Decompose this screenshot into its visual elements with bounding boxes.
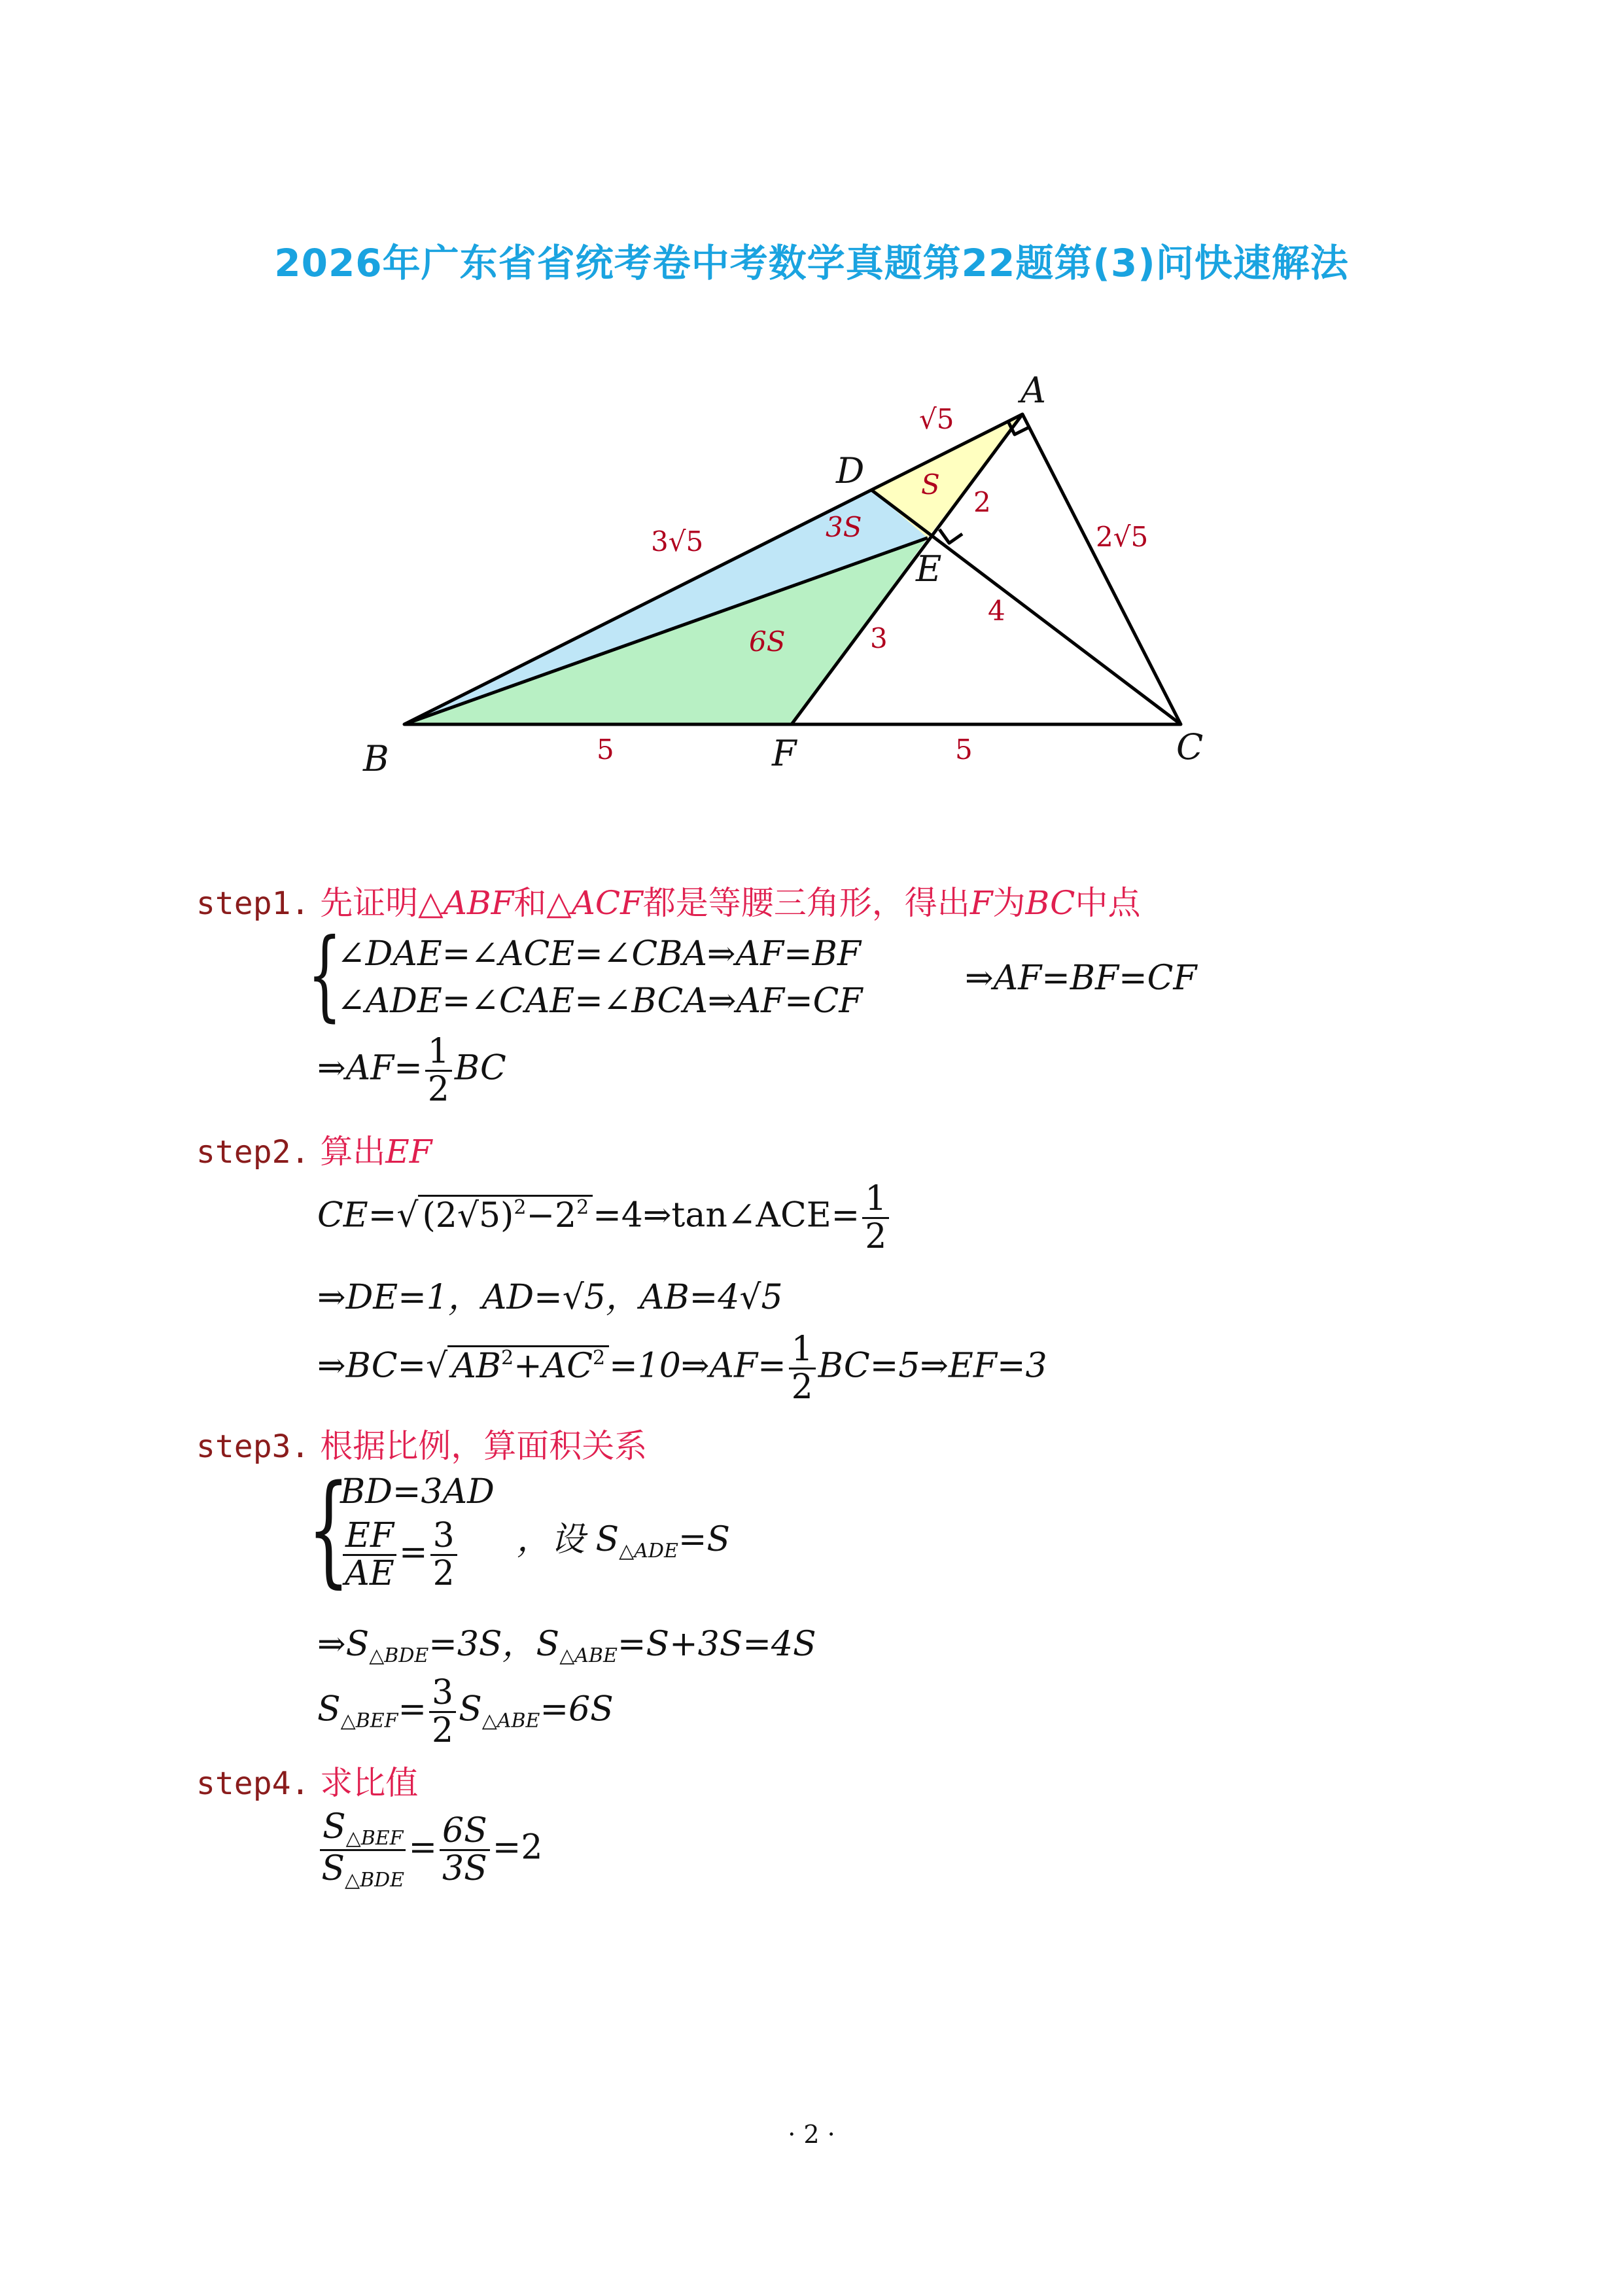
label-s-bde: 3S (826, 511, 862, 543)
step3-line3: $\Rightarrow S_{\triangle BDE}=3S$，$S_{\triangle ABE}=S+3S=4S$ (317, 1625, 816, 1667)
step4-heading: step4. 求比值 (196, 1764, 419, 1802)
point-c: C (1176, 726, 1204, 768)
page-title: 2026年广东省省统考卷中考数学真题第22题第(3)问快速解法 (274, 241, 1349, 285)
step2-heading: step2. 算出EF (196, 1133, 432, 1171)
step3-heading: step3. 根据比例，算面积关系 (196, 1427, 648, 1465)
label-ef: 3 (870, 622, 888, 654)
label-s-ade: S (921, 468, 940, 501)
step2-line2: ⇒DE=1，AD=√5，AB=4√5 (317, 1278, 783, 1317)
step1-line3: ⇒AF=BF=CF (965, 959, 1197, 998)
label-ad: √5 (919, 403, 954, 435)
point-e: E (916, 548, 942, 590)
point-b: B (363, 738, 389, 779)
label-fc: 5 (955, 733, 973, 766)
label-ec: 4 (988, 595, 1005, 627)
step1-heading: step1. 先证明△ABF和△ACF都是等腰三角形，得出F为BC中点 (196, 884, 1141, 922)
step3-set: ，设 $S_{\triangle ADE}=S$ (517, 1520, 731, 1563)
page-number: · 2 · (788, 2120, 835, 2149)
label-ae: 2 (973, 486, 991, 518)
point-a: A (1021, 370, 1046, 411)
step2-line1: CE=√ $(2√5)^2-2^2$ =4⇒tan∠ACE= $\frac{1}{2}$ (317, 1181, 892, 1254)
step1-line2: ∠ADE=∠CAE=∠BCA⇒AF=CF (337, 981, 863, 1021)
step3-line2: $\frac{EF}{AE}$ = $\frac{3}{2}$ (340, 1518, 460, 1591)
label-ac: 2√5 (1096, 521, 1149, 553)
step3-brace: { (307, 1458, 350, 1600)
point-d: D (836, 450, 865, 491)
step4-line1: $\frac{S_{\triangle BEF}}{S_{\triangle BDE}}$ = $\frac{6S}{3S}$ =2 (317, 1809, 542, 1890)
step1-line1: ∠DAE=∠ACE=∠CBA⇒AF=BF (337, 934, 861, 974)
step1-brace: { (307, 918, 342, 1032)
label-s-bef: 6S (749, 626, 786, 658)
label-bf: 5 (597, 733, 614, 766)
label-bd: 3√5 (651, 525, 704, 557)
step3-line1: BD=3AD (340, 1472, 495, 1511)
triangle-figure (0, 0, 1623, 851)
step1-line4: ⇒AF= $\frac{1}{2}$ BC (317, 1032, 506, 1109)
step3-line4: $S_{\triangle BEF}=$ $\frac{3}{2}$ $S_{\triangle ABE}=6S$ (317, 1673, 614, 1750)
step2-line3: ⇒BC=√ $AB^2+AC^2$ =10⇒AF= $\frac{1}{2}$ BC=5⇒EF=3 (317, 1330, 1047, 1407)
point-f: F (772, 733, 797, 774)
